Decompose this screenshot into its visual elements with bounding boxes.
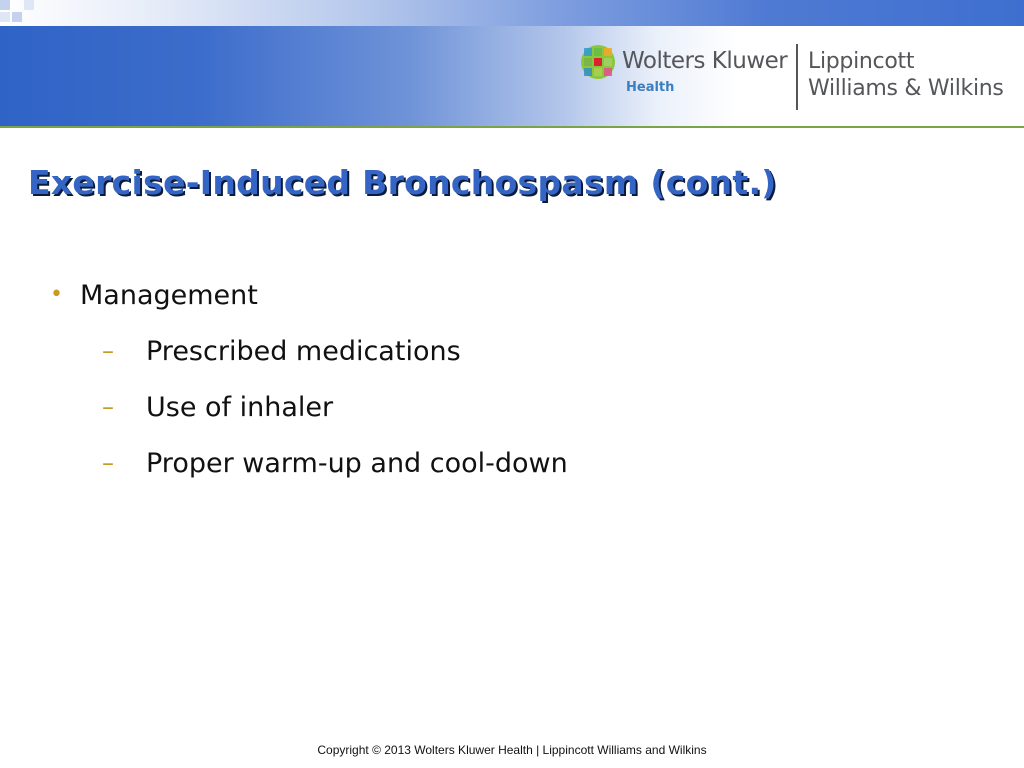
logo-company-name: Wolters Kluwer [622, 48, 788, 74]
sub-bullet-text: Prescribed medications [146, 335, 461, 367]
header-banner [0, 0, 1024, 126]
bullet-text: Management [80, 279, 258, 311]
logo-imprint [808, 48, 1004, 102]
logo-division-name: Health [626, 80, 675, 95]
bullet-dot-icon: • [50, 282, 63, 307]
bullet-item-management [50, 275, 568, 315]
dash-icon: – [102, 337, 114, 365]
dash-icon: – [102, 449, 114, 477]
copyright-footer: Copyright © 2013 Wolters Kluwer Health | Lippincott Williams and Wilkins [317, 743, 707, 757]
logo-imprint-line1: Lippincott [808, 49, 915, 74]
logo-imprint-line2: Williams & Wilkins [808, 76, 1004, 101]
sub-bullet-item [50, 443, 568, 483]
wolters-kluwer-grid-logo-icon [580, 44, 616, 80]
sub-bullet-text: Use of inhaler [146, 391, 334, 423]
publisher-logo [580, 42, 1020, 114]
header-divider-rule [0, 126, 1024, 128]
sub-bullet-list [50, 331, 568, 483]
slide-title: Exercise-Induced Bronchospasm (cont.) [28, 163, 777, 202]
sub-bullet-item [50, 331, 568, 371]
sub-bullet-group [50, 331, 568, 483]
logo-divider [796, 44, 798, 110]
bullet-list [50, 275, 568, 499]
corner-decoration [0, 0, 48, 26]
header-top-strip [0, 0, 1024, 26]
dash-icon: – [102, 393, 114, 421]
sub-bullet-item [50, 387, 568, 427]
sub-bullet-text: Proper warm-up and cool-down [146, 447, 568, 479]
